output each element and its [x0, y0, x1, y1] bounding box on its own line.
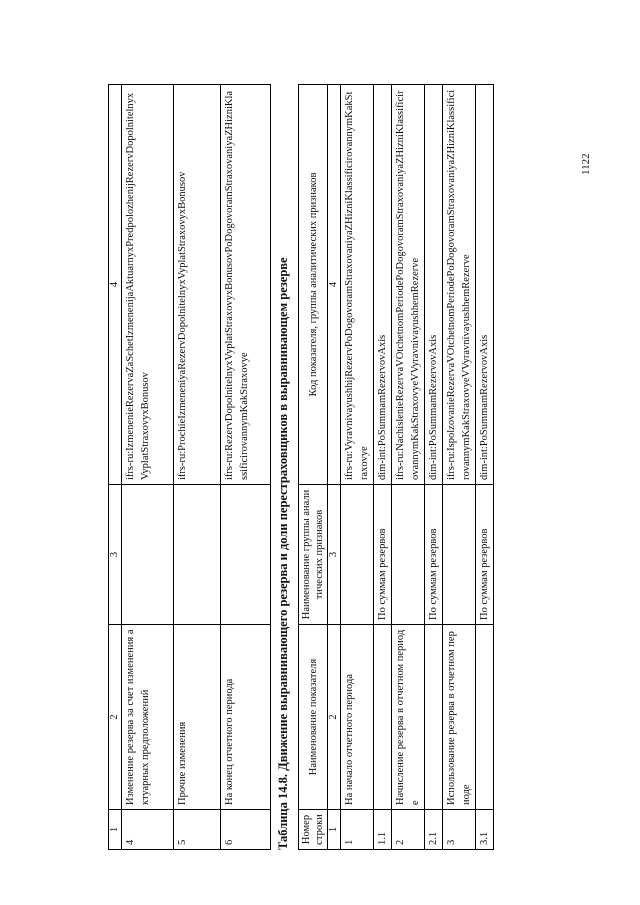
- indicator-name: [374, 625, 392, 810]
- column-number: 2: [328, 625, 341, 810]
- column-number: 2: [109, 625, 122, 810]
- indicator-name: Прочие изменения: [174, 625, 221, 810]
- header-cell: Код показателя, группы аналитических признаков: [299, 85, 328, 485]
- header-cell: Наименование группы аналитических признаков: [299, 485, 328, 625]
- row-number: 3: [443, 810, 476, 850]
- row-number: 1.1: [374, 810, 392, 850]
- group-name: [392, 485, 425, 625]
- group-name: [122, 485, 174, 625]
- table-row: [443, 85, 476, 850]
- bottom-table: [298, 84, 494, 850]
- group-name: По суммам резервов: [476, 485, 494, 625]
- header-cell: Номер строки: [299, 810, 328, 850]
- page-number: 1122: [580, 153, 592, 175]
- column-number: 1: [328, 810, 341, 850]
- top-table: [108, 84, 271, 850]
- column-number: 3: [328, 485, 341, 625]
- indicator-code: ifrs-ru:VyravnivayushhijRezervPoDogovoramStraxovaniyaZHizniKlassificirovannymKakStraxovye: [341, 85, 374, 485]
- indicator-name: На конец отчетного периода: [221, 625, 271, 810]
- row-number: 2: [392, 810, 425, 850]
- group-name: По суммам резервов: [425, 485, 443, 625]
- row-number: 1: [341, 810, 374, 850]
- indicator-code: ifrs-ru:ProchieIzmeneniyaRezervDopolnitelnyxVyplatStraxovyxBonusov: [174, 85, 221, 485]
- group-name: По суммам резервов: [374, 485, 392, 625]
- table-row: [392, 85, 425, 850]
- group-name: [174, 485, 221, 625]
- table-caption: Таблица 14.8. Движение выравнивающего резерва и доли перестраховщиков в выравнивающем резерве: [276, 257, 290, 850]
- row-number: 6: [221, 810, 271, 850]
- column-number: 1: [109, 810, 122, 850]
- group-name: [341, 485, 374, 625]
- table-row: [476, 85, 494, 850]
- indicator-code: dim-int:PoSummamRezervovAxis: [425, 85, 443, 485]
- column-number-row: [328, 85, 341, 850]
- group-name: [221, 485, 271, 625]
- indicator-code: ifrs-ru:NachislenieRezervaVOtchetnomPeriodePoDogovoramStraxovaniyaZHizniKlassificirovannymKakStraxovyeVVyravnivayushhemRezerve: [392, 85, 425, 485]
- indicator-code: dim-int:PoSummamRezervovAxis: [374, 85, 392, 485]
- group-name: [443, 485, 476, 625]
- column-number: 4: [328, 85, 341, 485]
- indicator-code: dim-int:PoSummamRezervovAxis: [476, 85, 494, 485]
- header-cell: Наименование показателя: [299, 625, 328, 810]
- column-number: 3: [109, 485, 122, 625]
- indicator-name: Использование резерва в отчетном периоде: [443, 625, 476, 810]
- header-row: [299, 85, 328, 850]
- column-number-row: [109, 85, 122, 850]
- indicator-code: ifrs-ru:IspolzovanieRezervaVOtchetnomPeriodePoDogovoramStraxovaniyaZHizniKlassificirovannymKakStraxovyeVVyravnivayushhemRezerve: [443, 85, 476, 485]
- indicator-name: Начисление резерва в отчетном периоде: [392, 625, 425, 810]
- table-row: [221, 85, 271, 850]
- row-number: 4: [122, 810, 174, 850]
- row-number: 5: [174, 810, 221, 850]
- indicator-name: [425, 625, 443, 810]
- indicator-name: [476, 625, 494, 810]
- table-row: [174, 85, 221, 850]
- column-number: 4: [109, 85, 122, 485]
- table-row: [122, 85, 174, 850]
- row-number: 3.1: [476, 810, 494, 850]
- table-row: [425, 85, 443, 850]
- table-row: [341, 85, 374, 850]
- indicator-name: На начало отчетного периода: [341, 625, 374, 810]
- table-row: [374, 85, 392, 850]
- indicator-code: ifrs-ru:RezervDopolnitelnyxVyplatStraxovyxBonusovPoDogovoramStraxovaniyaZHizniKlassificirovannymKakStraxovye: [221, 85, 271, 485]
- indicator-name: Изменение резерва за счет изменения актуарных предположений: [122, 625, 174, 810]
- row-number: 2.1: [425, 810, 443, 850]
- indicator-code: ifrs-ru:IzmenenieRezervaZaSchetIzmenenijaAktuarnyxPredpolozhenijRezervDopolnitelnyxVyplatStraxovyxBonusov: [122, 85, 174, 485]
